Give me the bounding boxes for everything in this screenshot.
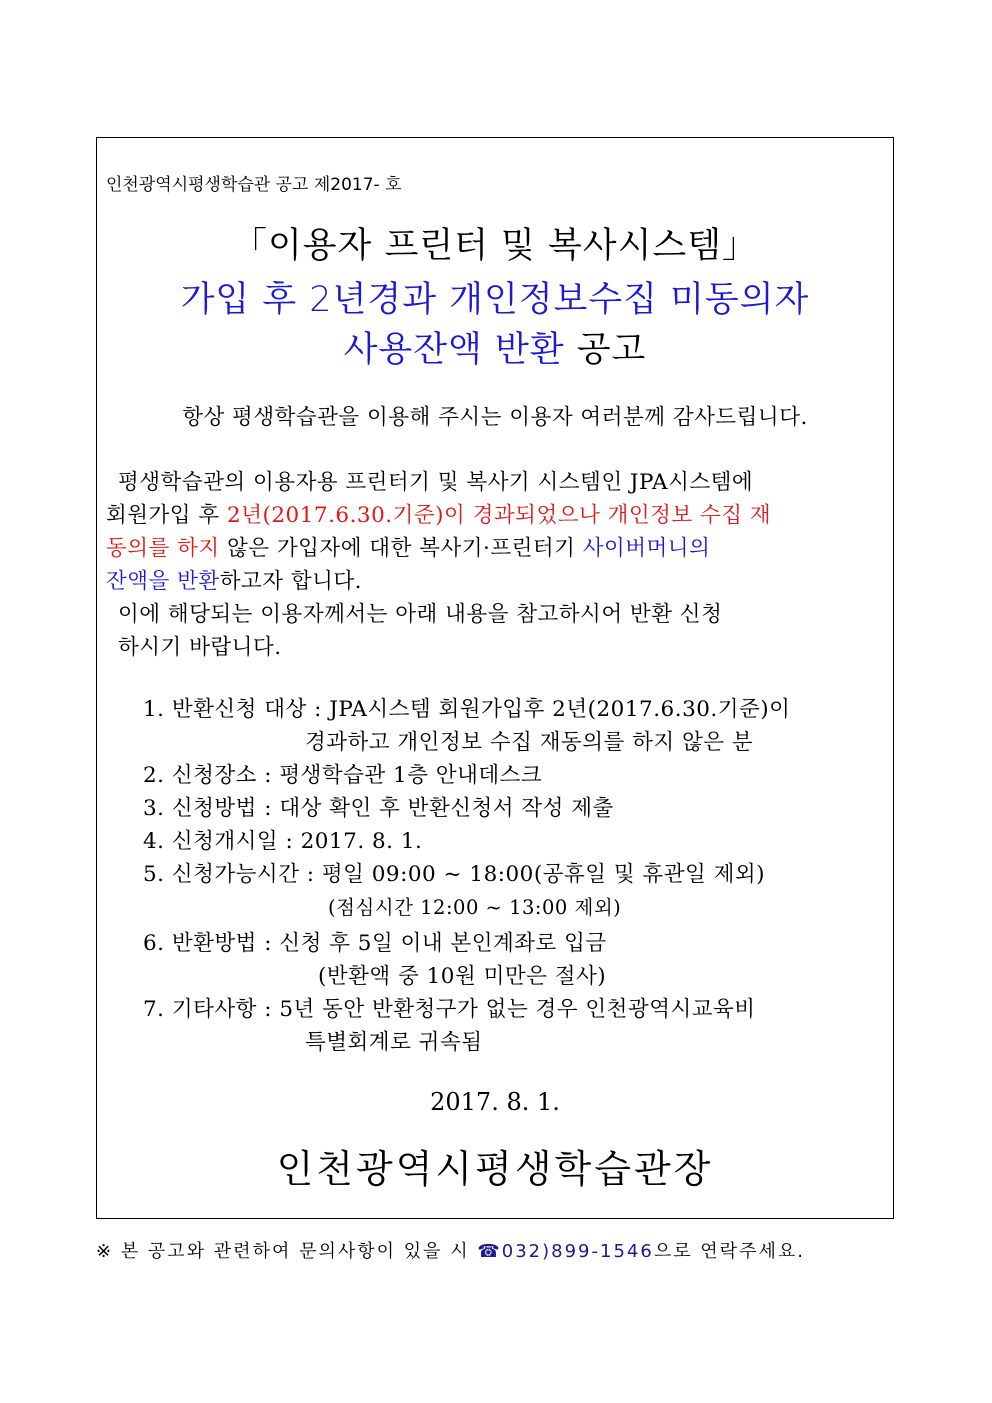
item-3: 3. 신청방법 : 대상 확인 후 반환신청서 작성 제출	[143, 796, 614, 821]
paragraph-line-2	[106, 498, 771, 529]
phone-number: 032)899-1546	[501, 1241, 654, 1262]
text: 하고자 합니다.	[219, 569, 362, 594]
notice-date: 2017. 8. 1.	[430, 1088, 560, 1116]
text: 회원가입 후	[106, 503, 228, 528]
item-4: 4. 신청개시일 : 2017. 8. 1.	[143, 829, 423, 854]
greeting: 항상 평생학습관을 이용해 주시는 이용자 여러분께 감사드립니다.	[182, 405, 808, 430]
item-6: 6. 반환방법 : 신청 후 5일 이내 본인계좌로 입금	[143, 931, 607, 956]
item-7-cont: 특별회계로 귀속됨	[305, 1030, 483, 1055]
phone-icon: ☎	[477, 1241, 502, 1262]
item-6-note: (반환액 중 10원 미만은 절사)	[318, 964, 607, 989]
title-suffix: 공고	[564, 330, 647, 370]
item-5: 5. 신청가능시간 : 평일 09:00 ~ 18:00(공휴일 및 휴관일 제외)	[143, 862, 766, 887]
red-highlight: 동의를 하지	[106, 536, 220, 561]
issuer-name: 인천광역시평생학습관장	[276, 1147, 714, 1191]
title-line-2: 가입 후 2년경과 개인정보수집 미동의자	[180, 280, 810, 320]
item-1: 1. 반환신청 대상 : JPA시스템 회원가입후 2년(2017.6.30.기준)이	[143, 697, 791, 722]
text: 않은 가입자에 대한 복사기·프린터기	[219, 536, 583, 561]
title-highlight: 사용잔액 반환	[343, 330, 565, 370]
footnote	[96, 1237, 805, 1263]
footnote-prefix: ※ 본 공고와 관련하여 문의사항이 있을 시	[96, 1241, 478, 1262]
paragraph-line-4	[106, 564, 362, 595]
item-7: 7. 기타사항 : 5년 동안 반환청구가 없는 경우 인천광역시교육비	[143, 997, 756, 1022]
paragraph-line-3	[106, 531, 710, 562]
paragraph-line-5: 이에 해당되는 이용자께서는 아래 내용을 참고하시어 반환 신청	[118, 602, 723, 627]
notice-number: 인천광역시평생학습관 공고 제2017- 호	[106, 175, 402, 195]
item-1-cont: 경과하고 개인정보 수집 재동의를 하지 않은 분	[305, 730, 754, 755]
paragraph-line-1: 평생학습관의 이용자용 프린터기 및 복사기 시스템인 JPA시스템에	[118, 470, 754, 495]
blue-highlight: 잔액을 반환	[106, 569, 220, 594]
footnote-suffix: 으로 연락주세요.	[653, 1241, 805, 1262]
paragraph-line-6: 하시기 바랍니다.	[118, 635, 282, 660]
red-highlight: 2년(2017.6.30.기준)이 경과되었으나 개인정보 수집 재	[227, 503, 772, 528]
title-line-1: 「이용자 프린터 및 복사시스템」	[231, 226, 759, 266]
blue-highlight: 사이버머니의	[582, 536, 711, 561]
item-2: 2. 신청장소 : 평생학습관 1층 안내데스크	[143, 763, 543, 788]
title-line-3	[96, 322, 894, 372]
item-5-note: (점심시간 12:00 ~ 13:00 제외)	[328, 896, 622, 919]
